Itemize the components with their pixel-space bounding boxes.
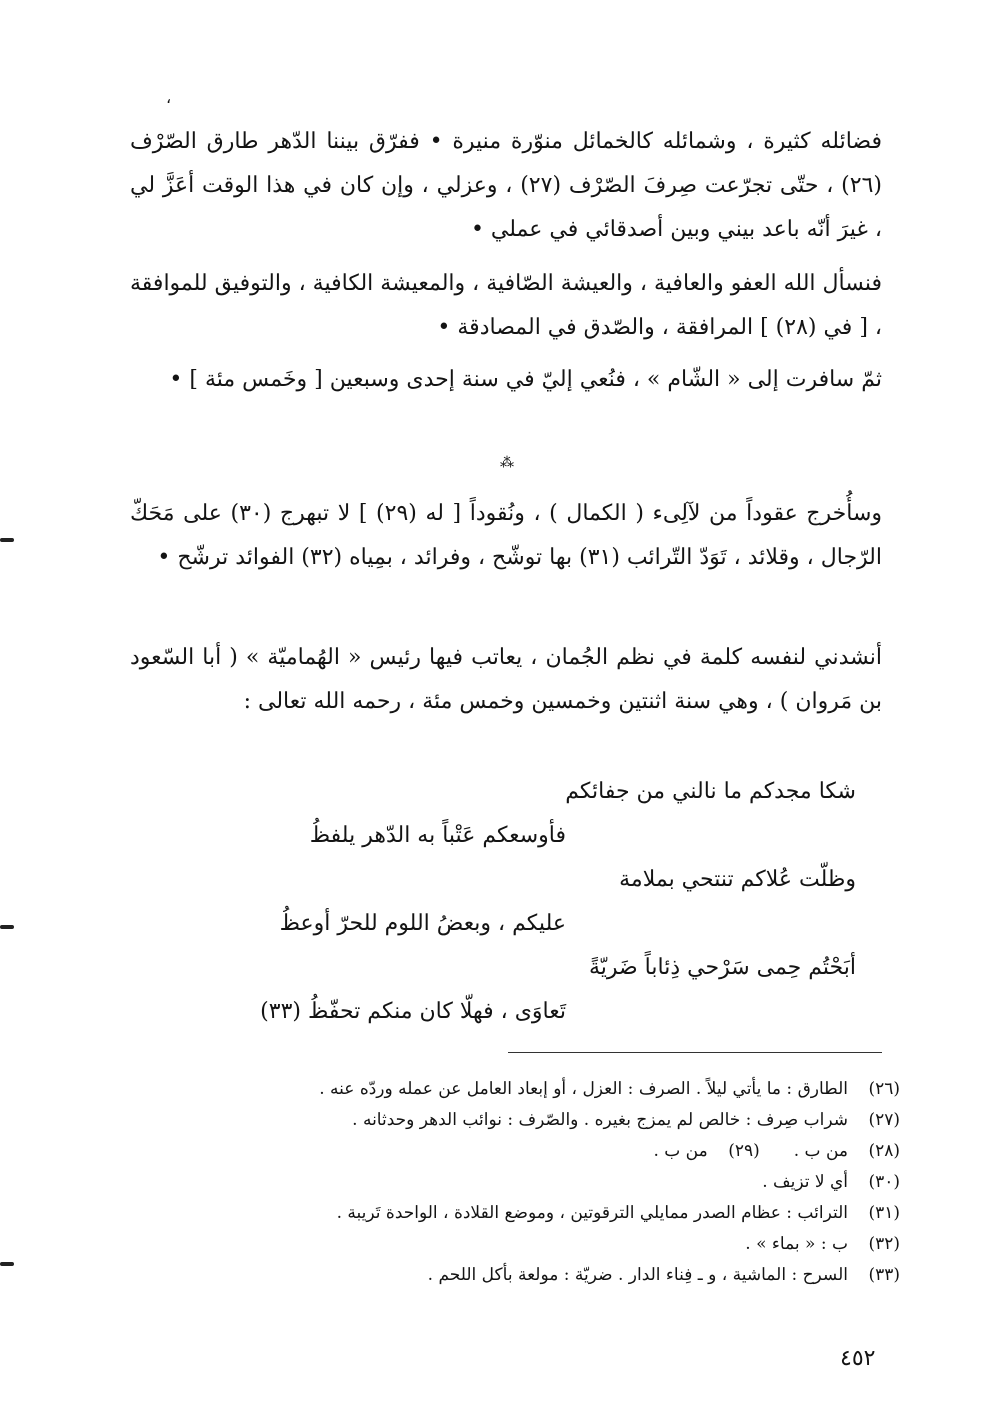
footnote <box>130 1167 900 1198</box>
paragraph-4: وسأُخرج عقوداً من لآلِىء ( الكمال ) ، ونُقوداً [ له (٢٩) ] لا تبهرج (٣٠) على مَحَكّ الرّجال ، وقلائد ، تَوَدّ التّرائب (٣١) بها توشّح ، وفرائد ، بمِياه (٣٢) الفوائد ترشّح • <box>130 501 883 570</box>
footnote-text: الطارق : ما يأتي ليلاً . الصرف : العزل ، أو إبعاد العامل عن عمله وردّه عنه . <box>319 1079 848 1099</box>
verse-line: أبَحْتُم حِمى سَرْحي ذِئاباً ضَريّةً <box>588 955 856 980</box>
verse-line: فأوسعكم عَتْباً به الدّهر يلفظُ <box>309 823 566 848</box>
footnote <box>130 1260 900 1291</box>
footnote-text: السرح : الماشية ، و ـ فِناء الدار . ضريّة : مولعة بأكل اللحم . <box>427 1265 848 1285</box>
footnote <box>130 1229 900 1260</box>
poem <box>130 770 882 1034</box>
verse-line: تَعاوَى ، فهلّا كان منكم تحفّظُ (٣٣) <box>260 999 566 1024</box>
footnote-number: (٣٢) <box>868 1234 900 1254</box>
paragraph-2: فنسأل الله العفو والعافية ، والعيشة الصّافية ، والمعيشة الكافية ، والتوفيق للموافقة ، [ في (٢٨) ] المرافقة ، والصّدق في المصادقة • <box>130 271 882 340</box>
footnotes <box>130 1074 900 1291</box>
footnote-number: (٣٣) <box>868 1265 900 1285</box>
scan-edge-mark <box>0 1262 14 1266</box>
paragraph-5: أنشدني لنفسه كلمة في نظم الجُمان ، يعاتب فيها رئيس « الهُماميّة » ( أبا السّعود بن مَروان ) ، وهي سنة اثنتين وخمسين وخمس مئة ، رحمه الله تعالى : <box>130 645 882 714</box>
footnote-separator <box>508 1052 882 1053</box>
paragraph-3: ثمّ سافرت إلى « الشّام » ، فنُعي إليّ في سنة إحدى وسبعين [ وخَمس مئة ] • <box>169 367 882 392</box>
footnote-number: (٢٦) <box>868 1079 900 1099</box>
section-divider-stars: ⁂ <box>500 455 512 471</box>
footnote <box>130 1198 900 1229</box>
footnote-number: (٣١) <box>868 1203 900 1223</box>
verse-line: شكا مجدكم ما نالني من جفائكم <box>565 779 856 804</box>
footnote-number: (٢٧) <box>868 1110 900 1130</box>
page-number: ٤٥٢ <box>840 1346 876 1371</box>
footnote-number: (٢٩) <box>728 1141 760 1161</box>
footnote-number: (٢٨) <box>868 1141 900 1161</box>
paragraph-1: فضائله كثيرة ، وشمائله كالخمائل منوّرة منيرة • ففرّق بيننا الدّهر طارق الصّرْف (٢٦) ، حتّى تجرّعت صِرفَ الصّرْف (٢٧) ، وعزلي ، وإن كان في هذا الوقت أعَزَّ لي ، غيرَ أنّه باعد بيني وبين أصدقائي في عملي • <box>130 129 882 242</box>
footnote-number: (٣٠) <box>868 1172 900 1192</box>
verse-line: وظلّت عُلاكم تنتحي بملامة <box>619 867 856 892</box>
footnote-text: ب : « بماء » . <box>745 1234 848 1254</box>
margin-mark: ، <box>166 88 172 107</box>
verse-line: عليكم ، وبعضُ اللوم للحرّ أوعظُ <box>279 911 566 936</box>
footnote-text: من ب . <box>653 1141 708 1161</box>
footnote <box>130 1105 900 1136</box>
footnote-text: من ب . <box>793 1141 848 1161</box>
footnote-text: أي لا تزيف . <box>762 1172 848 1192</box>
scan-edge-mark <box>0 538 14 542</box>
footnote-text: شراب صِرف : خالص لم يمزج بغيره . والصّرف : نوائب الدهر وحدثانه . <box>352 1110 848 1130</box>
footnote <box>130 1136 900 1167</box>
scan-edge-mark <box>0 925 14 929</box>
footnote-text: الترائب : عظام الصدر ممايلي الترقوتين ، وموضع القلادة ، الواحدة تَريبة . <box>336 1203 848 1223</box>
footnote <box>130 1074 900 1105</box>
